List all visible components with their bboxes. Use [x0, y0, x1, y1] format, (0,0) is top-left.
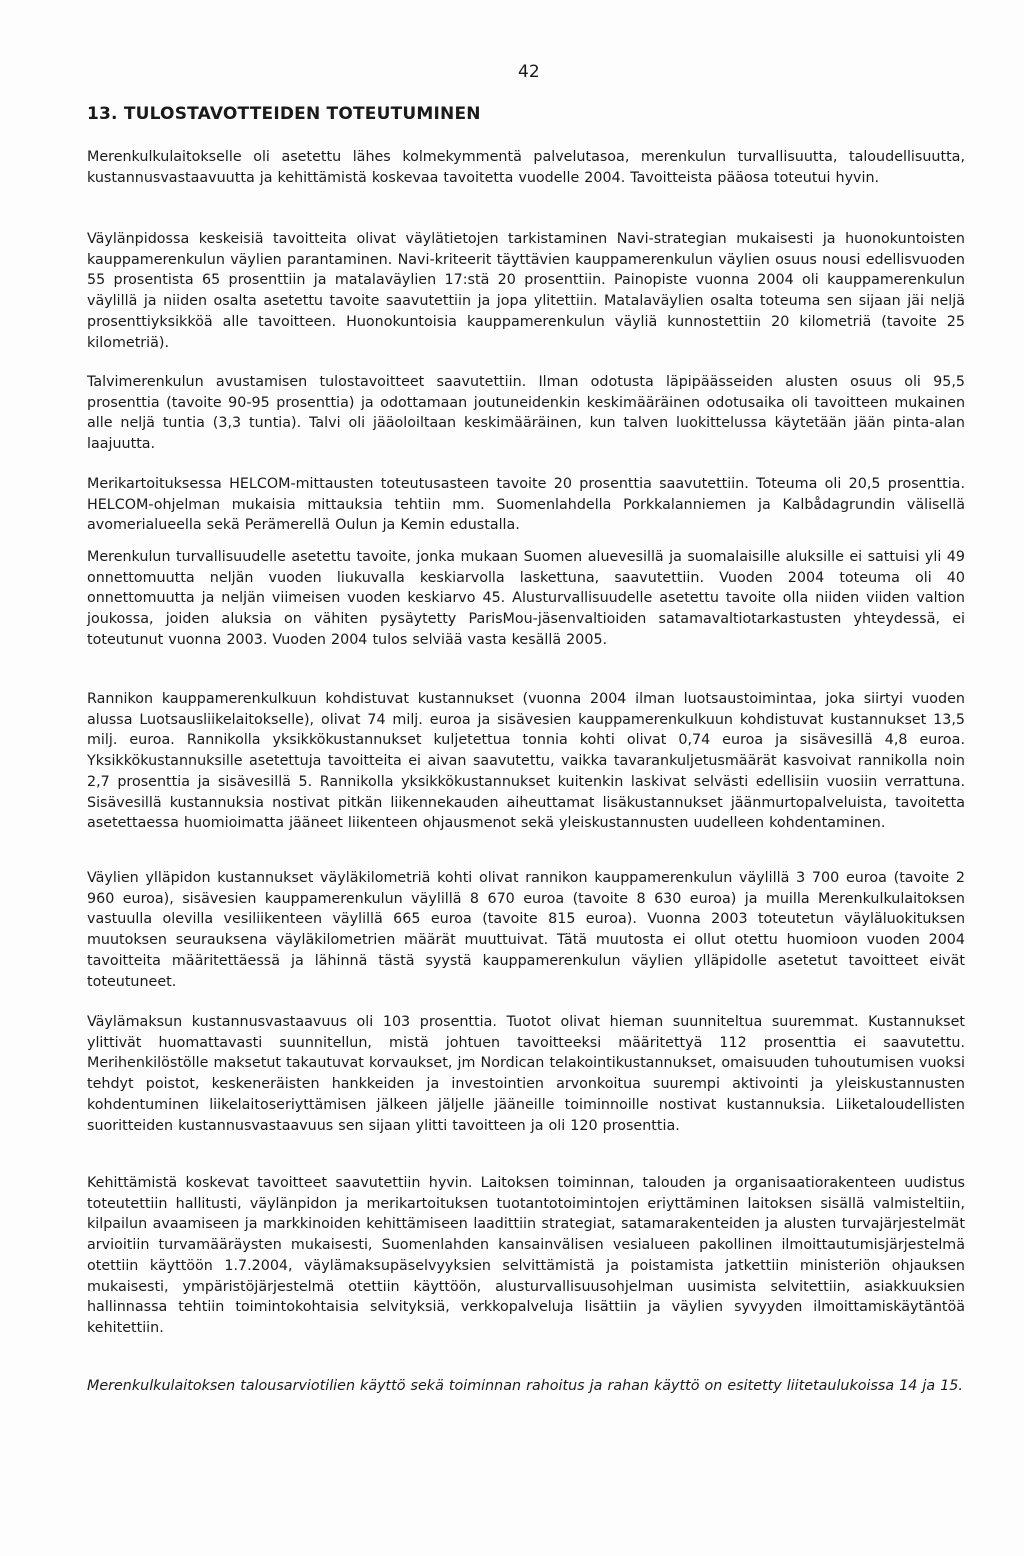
paragraph-maritime-safety: Merenkulun turvallisuudelle asetettu tavoite, jonka mukaan Suomen aluevesillä ja suomalaisille aluksille ei sattuisi yli 49 onnettomuutta neljän vuoden liukuvalla keskiarvolla laskettuna, saavutettiin. Vuoden 2004 toteuma oli 40 onnettomuutta ja neljän viimeisen vuoden keskiarvo 45. Alusturvallisuudelle asetettu tavoite olla niiden viiden valtion joukossa, joiden aluksia on vähiten pysäytetty ParisMou-jäsenvaltioiden satamavaltiotarkastusten yhteydessä, ei toteutunut vuonna 2003. Vuoden 2004 tulos selviää vasta kesällä 2005.	[87, 549, 965, 648]
paragraph-winter-navigation: Talvimerenkulun avustamisen tulostavoitteet saavutettiin. Ilman odotusta läpipäässeiden alusten osuus oli 95,5 prosenttia (tavoite 90-95 prosenttia) ja odottamaan joutuneidenkin keskimääräinen odotusaika oli tavoitteen mukainen alle neljä tuntia (3,3 tuntia). Talvi oli jääoloiltaan keskimääräinen, kun talven luokittelussa käytetään jään pinta-alan laajuutta.	[87, 374, 965, 453]
paragraph-appendix-reference: Merenkulkulaitoksen talousarviotilien käyttö sekä toiminnan rahoitus ja rahan käyttö on esitetty liitetaulukoissa 14 ja 15.	[87, 1378, 963, 1394]
paragraph-service-levels: Merenkulkulaitokselle oli asetettu lähes kolmekymmentä palvelutasoa, merenkulun turvallisuutta, taloudellisuutta, kustannusvastaavuutta ja kehittämistä koskevaa tavoitetta vuodelle 2004. Tavoitteista pääosa toteutui hyvin.	[87, 149, 965, 186]
section-heading: 13. TULOSTAVOTTEIDEN TOTEUTUMINEN	[87, 104, 481, 124]
paragraph-development-goals: Kehittämistä koskevat tavoitteet saavutettiin hyvin. Laitoksen toiminnan, talouden ja organisaatiorakenteen uudistus toteutettiin hallitusti, väylänpidon ja merikartoituksen tuotantotoimintojen eriyttäminen laitoksen sisällä valmisteltiin, kilpailun avaamiseen ja markkinoiden kehittämiseen laadittiin strategiat, satamarakenteiden ja alusten turvajärjestelmät arvioitiin turvamääräysten mukaisesti, Suomenlahden kansainvälisen vesialueen pakollinen ilmoittautumisjärjestelmä otettiin käyttöön 1.7.2004, väylämaksupäselvyyksien selvittämistä ja poistamista jatkettiin ministeriön ohjauksen mukaisesti, ympäristöjärjestelmä otettiin käyttöön, alusturvallisuusohjelman uusimista selvitettiin, asiakkuuksien hallinnassa tehtiin toimintokohtaisia selvityksiä, verkkopalveluja lisättiin ja väylien syvyyden ilmoittamiskäytäntöä kehitettiin.	[87, 1175, 965, 1336]
paragraph-fairway-dues: Väylämaksun kustannusvastaavuus oli 103 prosenttia. Tuotot olivat hieman suunniteltua suuremmat. Kustannukset ylittivät huomattavasti suunnitellun, mistä johtuen tavoitteeksi määritettyä 112 prosenttia ei saavutettu. Merihenkilöstölle maksetut takautuvat korvaukset, jm Nordican telakointikustannukset, omaisuuden tuhoutumisen vuoksi tehdyt poistot, keskeneräisten hankkeiden ja investointien arvonkoitua suurempi aktivointi ja yleiskustannusten kohdentuminen liikelaitoseriyttämisen jälkeen jäljelle jääneille toiminnoille nostivat kustannuksia. Liiketaloudellisten suoritteiden kustannusvastaavuus sen sijaan ylitti tavoitteen ja oli 120 prosenttia.	[87, 1014, 965, 1134]
paragraph-coastal-costs: Rannikon kauppamerenkulkuun kohdistuvat kustannukset (vuonna 2004 ilman luotsaustoimintaa, joka siirtyi vuoden alussa Luotsausliikelaitokselle), olivat 74 milj. euroa ja sisävesien kauppamerenkulkuun kohdistuvat kustannukset 13,5 milj. euroa. Rannikolla yksikkökustannukset kuljetettua tonnia kohti olivat 0,74 euroa ja sisävesillä 4,8 euroa. Yksikkökustannuksille asetettuja tavoitteita ei aivan saavutettu, vaikka tavarankuljetusmäärät kasvoivat rannikolla noin 2,7 prosenttia ja sisävesillä 5. Rannikolla yksikkökustannukset kuitenkin laskivat selvästi edellisiin vuosiin verrattuna. Sisävesillä kustannuksia nostivat pitkän liikennekauden aiheuttamat lisäkustannukset jäänmurtopalveluista, tavoitetta asetettaessa huomioimatta jääneet liikenteen ohjausmenot sekä yleiskustannusten uudelleen kohdentaminen.	[87, 691, 965, 832]
paragraph-fairway-costs: Väylien ylläpidon kustannukset väyläkilometriä kohti olivat rannikon kauppamerenkulun väylillä 3 700 euroa (tavoite 2 960 euroa), sisävesien kauppamerenkulun väylillä 8 670 euroa (tavoite 8 630 euroa) ja muilla Merenkulkulaitoksen vastuulla olevilla vesiliikenteen väylillä 665 euroa (tavoite 815 euroa). Vuonna 2003 toteutetun väyläluokituksen muutoksen seurauksena väyläkilometrien määrät muuttuivat. Tätä muutosta ei ollut otettu huomioon vuoden 2004 tavoitteita määritettäessä ja lähinnä tästä syystä kauppamerenkulun väylien ylläpidolle asetetut tavoitteet eivät toteutuneet.	[87, 870, 965, 990]
page-number: 42	[518, 62, 540, 82]
paragraph-fairway-maintenance: Väylänpidossa keskeisiä tavoitteita olivat väylätietojen tarkistaminen Navi-strategian mukaisesti ja huonokuntoisten kauppamerenkulun väylien parantaminen. Navi-kriteerit täyttävien kauppamerenkulun väylien osuus nousi edellisvuoden 55 prosentista 65 prosenttiin ja matalaväylien 17:stä 20 prosenttiin. Painopiste vuonna 2004 oli kauppamerenkulun väylillä ja niiden osalta asetettu tavoite saavutettiin ja jopa ylitettiin. Matalaväylien osalta toteuma sen sijaan jäi neljä prosenttiyksikköä alle tavoitteen. Huonokuntoisia kauppamerenkulun väyliä kunnostettiin 20 kilometriä (tavoite 25 kilometriä).	[87, 231, 965, 351]
paragraph-hydrographic-survey: Merikartoituksessa HELCOM-mittausten toteutusasteen tavoite 20 prosenttia saavutettiin. Toteuma oli 20,5 prosenttia. HELCOM-ohjelman mukaisia mittauksia tehtiin mm. Suomenlahdella Porkkalanniemen ja Kalbådagrundin välisellä avomerialueella sekä Perämerellä Oulun ja Kemin edustalla.	[87, 476, 965, 534]
